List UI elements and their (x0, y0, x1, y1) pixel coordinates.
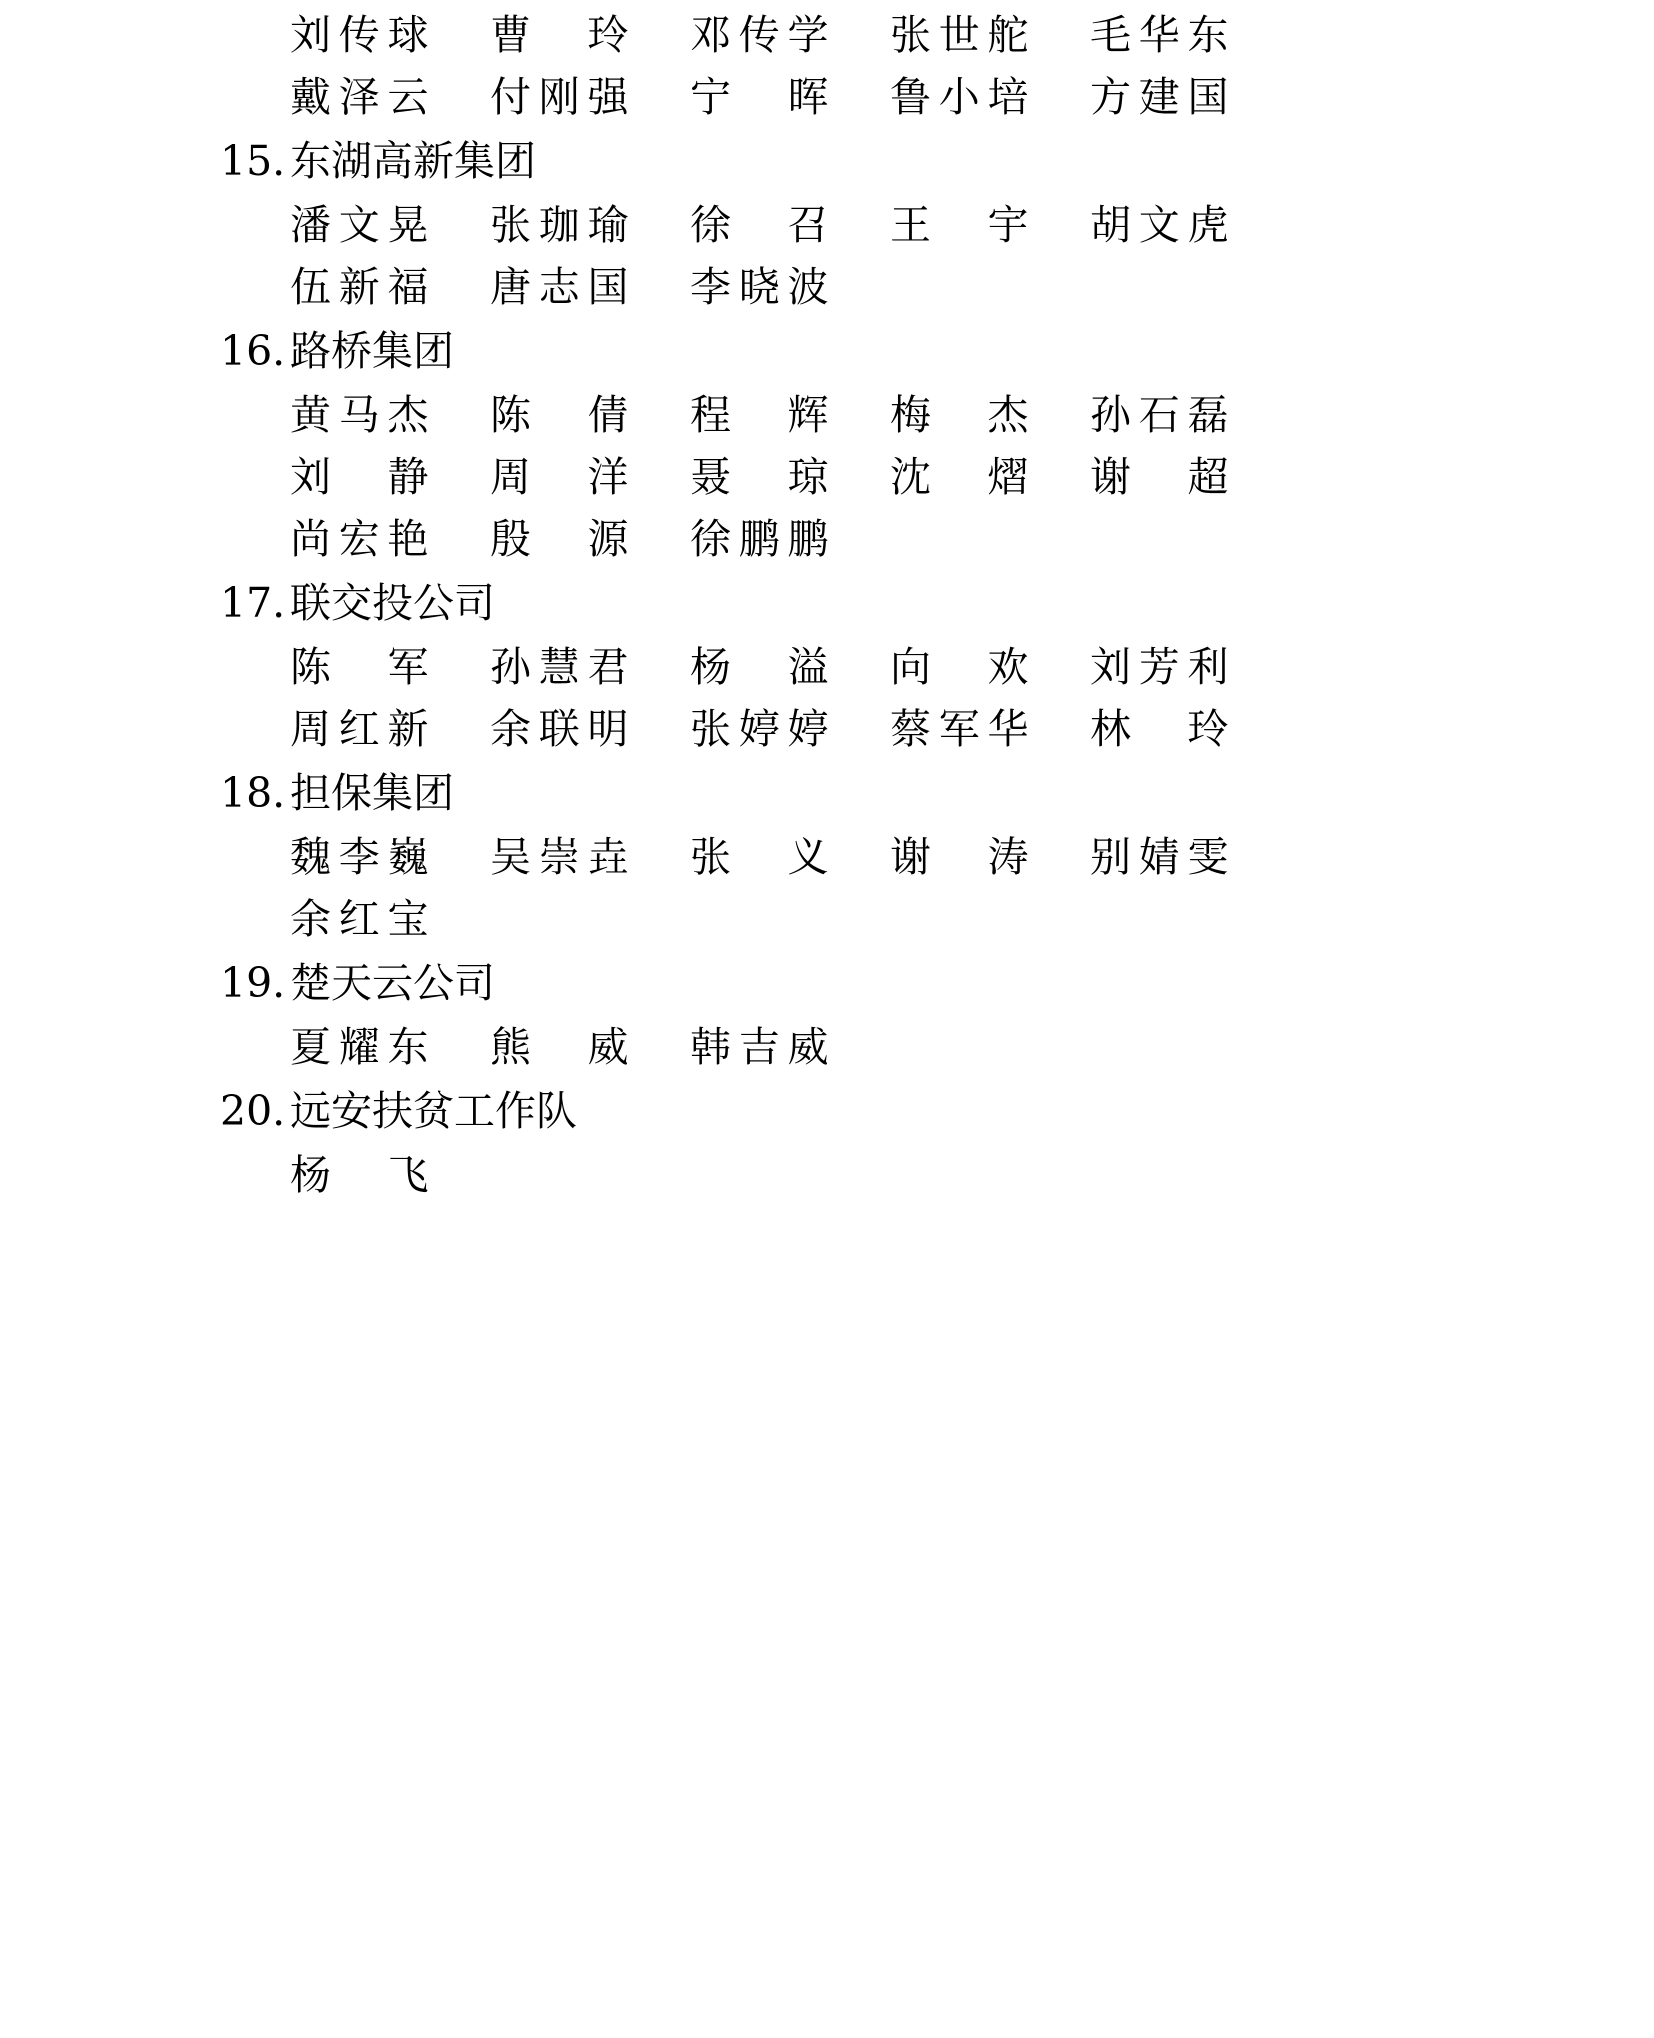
name-item: 刘芳利 (1090, 643, 1229, 691)
name-item: 梅杰 (890, 391, 1029, 439)
name-item: 方建国 (1090, 73, 1229, 121)
name-item: 吴崇垚 (490, 833, 629, 881)
name-row (220, 888, 1544, 950)
name-item: 徐鹏鹏 (690, 515, 829, 563)
name-item: 刘传球 (290, 11, 429, 59)
section-title: 东湖高新集团 (290, 137, 536, 185)
name-item: 夏耀东 (290, 1023, 429, 1071)
section-title: 联交投公司 (290, 579, 495, 627)
name-item: 戴泽云 (290, 73, 429, 121)
name-item: 殷源 (490, 515, 629, 563)
name-row (220, 698, 1544, 760)
name-item: 谢涛 (890, 833, 1029, 881)
name-item: 孙石磊 (1090, 391, 1229, 439)
name-item: 韩吉威 (690, 1023, 829, 1071)
name-item: 潘文晃 (290, 201, 429, 249)
name-item: 周洋 (490, 453, 629, 501)
name-item: 余联明 (490, 705, 629, 753)
name-item: 徐召 (690, 201, 829, 249)
section-title: 远安扶贫工作队 (290, 1087, 577, 1135)
names-block (220, 1016, 1544, 1078)
name-item: 胡文虎 (1090, 201, 1229, 249)
name-item: 别婧雯 (1090, 833, 1229, 881)
section-heading (220, 318, 1544, 384)
name-item: 付刚强 (490, 73, 629, 121)
name-row (220, 446, 1544, 508)
name-item: 陈军 (290, 643, 429, 691)
section-heading (220, 128, 1544, 194)
name-item: 魏李巍 (290, 833, 429, 881)
name-item: 陈倩 (490, 391, 629, 439)
name-item: 伍新福 (290, 263, 429, 311)
name-item: 尚宏艳 (290, 515, 429, 563)
name-row (220, 256, 1544, 318)
section-number: 17. (220, 579, 286, 627)
name-item: 宁晖 (690, 73, 829, 121)
name-item: 杨飞 (290, 1151, 429, 1199)
section-16 (220, 318, 1544, 570)
name-item: 沈熠 (890, 453, 1029, 501)
names-block (220, 1144, 1544, 1206)
section-title: 路桥集团 (290, 327, 454, 375)
section-number: 20. (220, 1087, 286, 1135)
section-17 (220, 570, 1544, 760)
name-item: 李晓波 (690, 263, 829, 311)
name-item: 杨溢 (690, 643, 829, 691)
name-item: 蔡军华 (890, 705, 1029, 753)
name-item: 熊威 (490, 1023, 629, 1071)
section-number: 15. (220, 137, 286, 185)
section-number: 16. (220, 327, 286, 375)
name-item: 张婷婷 (690, 705, 829, 753)
section-title: 楚天云公司 (290, 959, 495, 1007)
name-item: 向欢 (890, 643, 1029, 691)
name-item: 林玲 (1090, 705, 1229, 753)
section-18 (220, 760, 1544, 950)
name-item: 曹玲 (490, 11, 629, 59)
name-row (220, 636, 1544, 698)
name-item: 鲁小培 (890, 73, 1029, 121)
section-15 (220, 128, 1544, 318)
name-item: 聂琼 (690, 453, 829, 501)
name-row (220, 1016, 1544, 1078)
document-body (220, 0, 1544, 1206)
name-item: 刘静 (290, 453, 429, 501)
name-row (220, 4, 1544, 66)
name-item: 张义 (690, 833, 829, 881)
name-item: 周红新 (290, 705, 429, 753)
name-row (220, 194, 1544, 256)
name-row (220, 1144, 1544, 1206)
name-item: 邓传学 (690, 11, 829, 59)
name-row (220, 826, 1544, 888)
name-row (220, 384, 1544, 446)
name-item: 张世舵 (890, 11, 1029, 59)
names-block (220, 194, 1544, 318)
section-title: 担保集团 (290, 769, 454, 817)
name-item: 孙慧君 (490, 643, 629, 691)
section-heading (220, 950, 1544, 1016)
name-row (220, 66, 1544, 128)
name-item: 余红宝 (290, 895, 429, 943)
section-20 (220, 1078, 1544, 1206)
section-heading (220, 570, 1544, 636)
name-item: 王宇 (890, 201, 1029, 249)
names-block (220, 384, 1544, 570)
name-item: 程辉 (690, 391, 829, 439)
name-item: 黄马杰 (290, 391, 429, 439)
section-number: 19. (220, 959, 286, 1007)
continuation-names (220, 4, 1544, 128)
names-block (220, 636, 1544, 760)
names-block (220, 826, 1544, 950)
section-heading (220, 760, 1544, 826)
section-19 (220, 950, 1544, 1078)
name-item: 唐志国 (490, 263, 629, 311)
section-number: 18. (220, 769, 286, 817)
name-item: 张珈瑜 (490, 201, 629, 249)
section-heading (220, 1078, 1544, 1144)
name-row (220, 508, 1544, 570)
name-item: 谢超 (1090, 453, 1229, 501)
name-item: 毛华东 (1090, 11, 1229, 59)
